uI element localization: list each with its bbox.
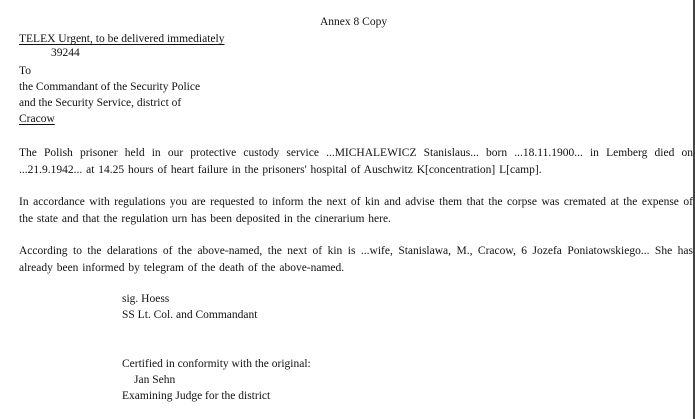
annex-label: Annex 8 Copy — [320, 16, 388, 28]
telex-heading: TELEX Urgent, to be delivered immediately — [19, 33, 225, 45]
address-line-1: the Commandant of the Security Police — [19, 81, 201, 93]
certifier-name: Jan Sehn — [134, 374, 176, 386]
address-line-2: and the Security Service, district of — [19, 97, 182, 109]
body-paragraph-2: In accordance with regulations you are requested to inform the next of kin and advise them that the corpse was cremated at the expense of the state and that the regulation urn has been deposited in the cinerarium here. — [19, 196, 693, 225]
certifier-title: Examining Judge for the district — [122, 390, 271, 402]
body-paragraph-1: The Polish prisoner held in our protective custody service ...MICHALEWICZ Stanislaus... born ...18.11.1900... in Lemberg died on ...21.9.1942... at 14.25 hours of heart failure in the prisoners' hospital of Auschwitz K[concentration] L[camp]. — [19, 147, 693, 176]
signature-line: sig. Hoess — [122, 293, 170, 305]
address-city: Cracow — [19, 113, 55, 125]
telex-number: 39244 — [51, 47, 80, 59]
signature-rank: SS Lt. Col. and Commandant — [122, 309, 258, 321]
body-paragraph-3: According to the delarations of the above-named, the next of kin is ...wife, Stanislawa, M., Cracow, 6 Jozefa Poniatowskiego... She has already been informed by telegram of the death of the above-named. — [19, 245, 693, 274]
address-to: To — [19, 65, 31, 77]
certification-line: Certified in conformity with the original: — [122, 358, 311, 370]
